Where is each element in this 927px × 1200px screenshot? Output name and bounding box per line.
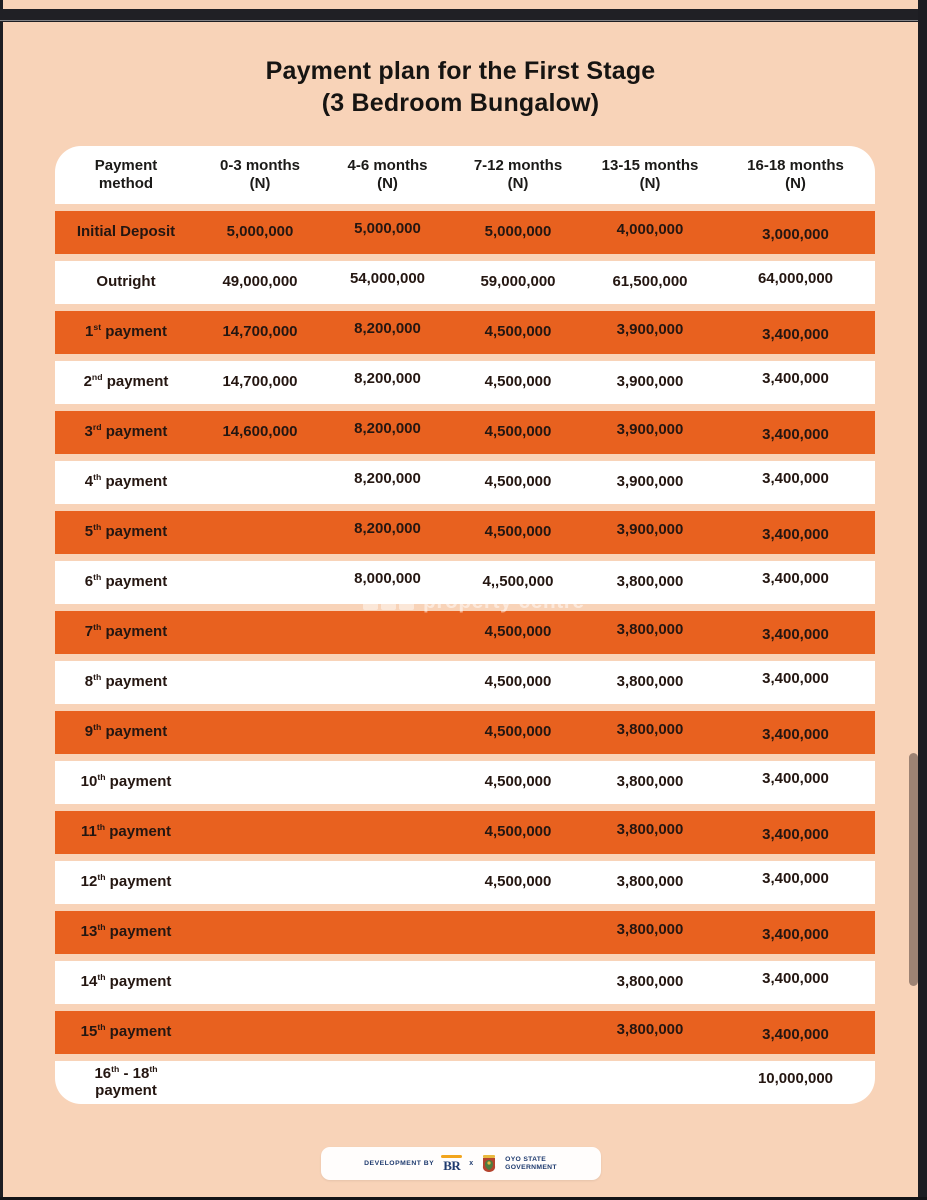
- amount-cell: 5,000,000: [354, 220, 421, 238]
- amount-cell: 3,400,000: [762, 370, 829, 388]
- amount-cell: 3,400,000: [762, 570, 829, 588]
- amount-cell: 4,500,000: [484, 523, 552, 541]
- table-row: [55, 411, 875, 454]
- amount-cell: 59,000,000: [480, 273, 556, 291]
- amount-cell: 3,900,000: [616, 321, 684, 339]
- amount-cell: 4,500,000: [484, 623, 552, 641]
- footer-badge: [321, 1147, 601, 1180]
- table-body: [55, 211, 875, 1104]
- table-row: [55, 211, 875, 254]
- collab-x-separator: x: [469, 1160, 474, 1167]
- payment-method-cell: 2nd payment: [83, 372, 169, 391]
- amount-cell: 4,500,000: [484, 373, 552, 391]
- amount-cell: 10,000,000: [757, 1070, 834, 1088]
- oyo-state-label: [505, 1156, 557, 1172]
- table-row: [55, 1061, 875, 1104]
- column-header: Payment method: [94, 157, 158, 192]
- payment-method-cell: 7th payment: [84, 622, 168, 641]
- amount-cell: 3,400,000: [762, 970, 829, 988]
- oyo-state-line-2: GOVERNMENT: [505, 1163, 557, 1171]
- payment-method-cell: Outright: [96, 273, 156, 291]
- column-header: 16-18 months (N): [747, 157, 844, 192]
- amount-cell: 49,000,000: [222, 273, 298, 291]
- table-header-row: [55, 146, 875, 204]
- amount-cell: 5,000,000: [226, 223, 294, 241]
- amount-cell: 3,800,000: [616, 673, 684, 691]
- amount-cell: 3,800,000: [616, 821, 684, 839]
- column-header: 7-12 months (N): [473, 157, 563, 192]
- page-title: [3, 55, 918, 119]
- amount-cell: 3,400,000: [762, 770, 829, 788]
- amount-cell: 14,700,000: [222, 323, 298, 341]
- image-gap-bar: [0, 9, 927, 21]
- amount-cell: 4,500,000: [484, 873, 552, 891]
- development-by-label: DEVELOPMENT BY: [364, 1160, 435, 1167]
- title-line-1: Payment plan for the First Stage: [265, 57, 656, 85]
- amount-cell: 3,800,000: [616, 573, 684, 591]
- column-header: 13-15 months (N): [601, 157, 699, 192]
- payment-method-cell: 14th payment: [80, 972, 172, 991]
- table-row: [55, 311, 875, 354]
- amount-cell: 64,000,000: [757, 270, 834, 288]
- table-row: [55, 961, 875, 1004]
- amount-cell: 3,800,000: [616, 621, 684, 639]
- payment-method-cell: 4th payment: [84, 472, 168, 491]
- amount-cell: 8,200,000: [354, 520, 421, 538]
- table-row: [55, 611, 875, 654]
- table-row: [55, 711, 875, 754]
- column-header: 4-6 months (N): [347, 157, 428, 192]
- amount-cell: 3,900,000: [616, 473, 684, 491]
- amount-cell: 8,200,000: [354, 420, 421, 438]
- amount-cell: 3,800,000: [616, 721, 684, 739]
- br-developer-logo: [441, 1155, 462, 1172]
- amount-cell: 3,900,000: [616, 421, 684, 439]
- table-row: [55, 911, 875, 954]
- amount-cell: 3,800,000: [616, 873, 684, 891]
- amount-cell: 4,500,000: [484, 823, 552, 841]
- payment-table: [55, 146, 875, 1104]
- amount-cell: 4,500,000: [484, 723, 552, 741]
- payment-method-cell: 10th payment: [80, 772, 172, 791]
- title-line-2: (3 Bedroom Bungalow): [321, 89, 600, 117]
- amount-cell: 3,400,000: [762, 1026, 829, 1044]
- amount-cell: 3,400,000: [762, 726, 829, 744]
- amount-cell: 3,400,000: [762, 670, 829, 688]
- amount-cell: 4,500,000: [484, 673, 552, 691]
- oyo-state-crest-icon: [480, 1154, 498, 1173]
- table-row: [55, 561, 875, 604]
- amount-cell: 8,200,000: [354, 370, 421, 388]
- amount-cell: 8,200,000: [354, 320, 421, 338]
- column-header: 0-3 months (N): [219, 157, 300, 192]
- amount-cell: 3,800,000: [616, 773, 684, 791]
- payment-method-cell: 5th payment: [84, 522, 168, 541]
- amount-cell: 3,400,000: [762, 870, 829, 888]
- table-row: [55, 661, 875, 704]
- payment-method-cell: 16th - 18th payment: [94, 1064, 158, 1099]
- amount-cell: 4,500,000: [484, 423, 552, 441]
- amount-cell: 3,400,000: [762, 626, 829, 644]
- oyo-state-line-1: OYO STATE: [505, 1155, 547, 1163]
- payment-method-cell: 9th payment: [84, 722, 168, 741]
- payment-method-cell: 1st payment: [85, 322, 167, 341]
- payment-method-cell: 11th payment: [81, 822, 171, 841]
- table-row: [55, 461, 875, 504]
- payment-method-cell: 15th payment: [80, 1022, 172, 1041]
- br-logo-text: BR: [443, 1158, 461, 1173]
- amount-cell: 8,000,000: [354, 570, 421, 588]
- amount-cell: 3,400,000: [762, 426, 829, 444]
- payment-method-cell: 13th payment: [80, 922, 172, 941]
- amount-cell: 3,400,000: [762, 926, 829, 944]
- amount-cell: 4,500,000: [484, 323, 552, 341]
- amount-cell: 3,900,000: [616, 521, 684, 539]
- amount-cell: 3,400,000: [762, 526, 829, 544]
- amount-cell: 3,800,000: [616, 1021, 684, 1039]
- payment-method-cell: Initial Deposit: [76, 223, 176, 241]
- amount-cell: 14,600,000: [222, 423, 298, 441]
- amount-cell: 5,000,000: [484, 223, 552, 241]
- amount-cell: 3,900,000: [616, 373, 684, 391]
- amount-cell: 4,000,000: [616, 221, 684, 239]
- viewer-right-gutter: [918, 0, 927, 1200]
- payment-method-cell: 8th payment: [84, 672, 168, 691]
- amount-cell: 3,800,000: [616, 921, 684, 939]
- amount-cell: 3,000,000: [762, 226, 829, 244]
- previous-image-sliver: [3, 0, 918, 9]
- amount-cell: 3,800,000: [616, 973, 684, 991]
- amount-cell: 14,700,000: [222, 373, 298, 391]
- payment-method-cell: 3rd payment: [84, 422, 168, 441]
- watermark-text: property centre: [423, 590, 585, 613]
- table-row: [55, 511, 875, 554]
- amount-cell: 3,400,000: [762, 326, 829, 344]
- scrollbar-thumb[interactable]: [909, 753, 918, 986]
- amount-cell: 4,,500,000: [482, 573, 554, 591]
- table-row: [55, 1011, 875, 1054]
- payment-method-cell: 6th payment: [84, 572, 168, 591]
- table-row: [55, 761, 875, 804]
- payment-plan-flyer: [3, 22, 918, 1197]
- amount-cell: 54,000,000: [349, 270, 426, 288]
- amount-cell: 61,500,000: [612, 273, 688, 291]
- amount-cell: 3,400,000: [762, 470, 829, 488]
- payment-method-cell: 12th payment: [80, 872, 172, 891]
- amount-cell: 3,400,000: [762, 826, 829, 844]
- table-row: [55, 811, 875, 854]
- amount-cell: 8,200,000: [354, 470, 421, 488]
- table-row: [55, 861, 875, 904]
- amount-cell: 4,500,000: [484, 473, 552, 491]
- table-row: [55, 361, 875, 404]
- table-row: [55, 261, 875, 304]
- amount-cell: 4,500,000: [484, 773, 552, 791]
